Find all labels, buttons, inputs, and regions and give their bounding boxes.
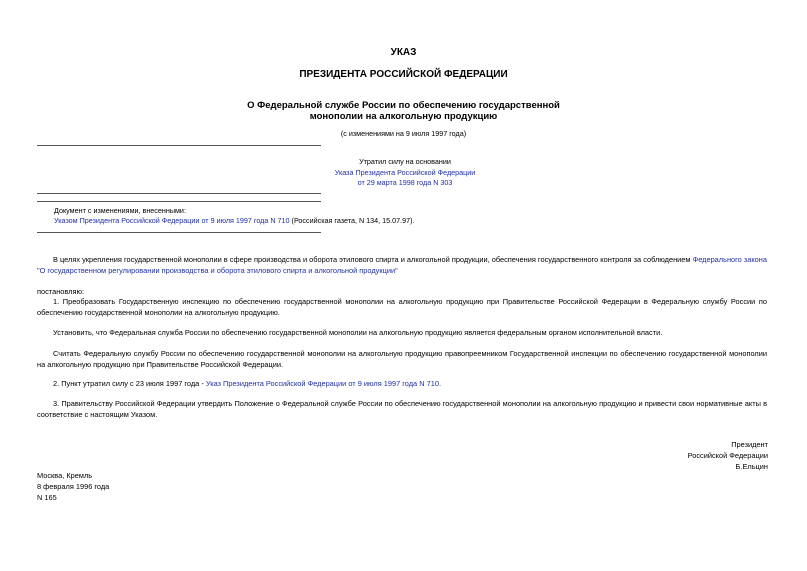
invalidation-link-line2[interactable]: от 29 марта 1998 года N 303 — [357, 178, 453, 187]
footer-date: 8 февраля 1996 года — [37, 482, 110, 491]
signature-block — [560, 439, 768, 472]
document-subject-line1: О Федеральной службе России по обеспечению государственной — [247, 100, 560, 111]
changes-label: Документ с изменениями, внесенными: — [54, 206, 186, 215]
signature-country: Российской Федерации — [687, 451, 768, 460]
separator-line — [37, 232, 321, 233]
invalidation-link-line1[interactable]: Указа Президента Российской Федерации — [334, 167, 476, 177]
footer-place: Москва, Кремль — [37, 471, 93, 480]
item-2-paragraph — [37, 378, 767, 389]
item-2-text: 2. Пункт утратил силу с 23 июля 1997 года - — [53, 379, 206, 388]
document-type-title: УКАЗ — [390, 47, 417, 58]
footer-block — [37, 470, 237, 503]
changes-reference — [54, 216, 554, 227]
invalidation-block — [290, 157, 520, 189]
amendments-note: (с изменениями на 9 июля 1997 года) — [340, 129, 467, 138]
changes-link[interactable]: Указом Президента Российской Федерации от 9 июля 1997 года N 710 — [54, 216, 290, 225]
footer-number: N 165 — [37, 493, 57, 502]
signature-position: Президент — [731, 440, 768, 449]
item-2-end: . — [438, 379, 441, 388]
item-1-note-paragraph: Установить, что Федеральная служба России по обеспечению государственной монополии на алкогольную продукцию является федеральным органом исполнительной власти. — [53, 328, 663, 337]
separator-line — [37, 193, 321, 194]
item-3-paragraph: 3. Правительству Российской Федерации утвердить Положение о Федеральной службе России по обеспечению государственной монополии на алкогольную продукцию и привести свои нормативные акты в соответствие с настоящим Указом. — [37, 399, 767, 419]
preamble-paragraph — [37, 254, 767, 276]
preamble-text: В целях укрепления государственной монополии в сфере производства и оборота этилового спирта и алкогольной продукции, обеспечения государственного контроля за соблюдением — [53, 255, 693, 264]
item-2-link[interactable]: Указ Президента Российской Федерации от 9 июля 1997 года N 710 — [205, 379, 439, 388]
issuer-title: ПРЕЗИДЕНТА РОССИЙСКОЙ ФЕДЕРАЦИИ — [299, 69, 508, 80]
separator-line — [37, 145, 321, 146]
federal-law-link[interactable]: Федерального закона "О государственном регулировании производства и оборота этилового спирта и алкогольной продукции" — [37, 255, 767, 275]
item-1-note2-paragraph: Считать Федеральную службу России по обеспечению государственной монополии на алкогольную продукцию правопреемником Государственной инспекции по обеспечению государственной монополии на алкогольную продукцию при Правительстве Российской Федерации. — [37, 349, 767, 369]
changes-source: (Российская газета, N 134, 15.07.97). — [289, 216, 415, 225]
invalidation-label: Утратил силу на основании — [359, 157, 451, 166]
document-subject-line2: монополии на алкогольную продукцию — [309, 111, 498, 122]
separator-line — [37, 201, 321, 202]
item-1-paragraph: 1. Преобразовать Государственную инспекцию по обеспечению государственной монополии на алкогольную продукцию при Правительстве Российской Федерации в Федеральную службу России по обеспечению государственной монополии на алкогольную продукцию. — [37, 297, 767, 317]
signature-name: Б.Ельцин — [735, 462, 768, 471]
resolve-label: постановляю: — [37, 287, 85, 296]
